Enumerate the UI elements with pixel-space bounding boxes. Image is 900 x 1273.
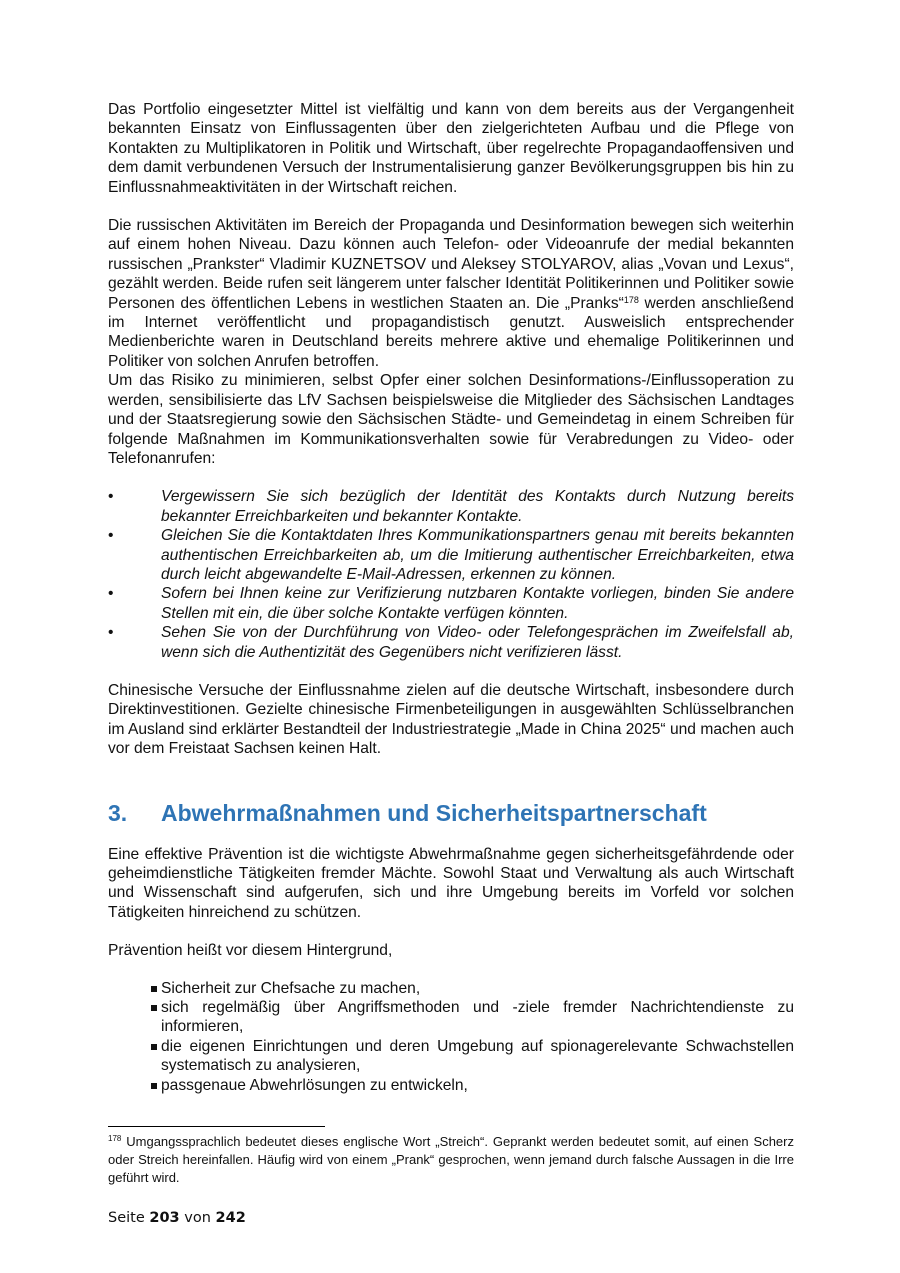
total-pages: 242 [215, 1210, 246, 1226]
footnote-number: 178 [108, 1134, 122, 1143]
bullet-symbol: • [108, 585, 114, 603]
prevention-list [108, 979, 794, 1095]
square-bullet-icon [151, 986, 157, 992]
paragraph-russian-activities [108, 216, 794, 371]
paragraph-risk: Um das Risiko zu minimieren, selbst Opfer einer solchen Desinformations-/Einflussoperation zu werden, sensibilisierte das LfV Sachsen beispielsweise die Mitglieder des Sächsischen Landtages und der Staatsregierung sowie den Sächsischen Städte- und Gemeindetag in einem Schreiben für folgende Maßnahmen im Kommunikationsverhalten sowie für Verabredungen zu Video- oder Telefonanrufen: [108, 372, 794, 467]
section-heading [108, 799, 794, 827]
list-item: • Gleichen Sie die Kontaktdaten Ihres Kommunikationspartners genau mit bereits bekannten authentischen Erreichbarkeiten ab, um die Imitierung authentischer Erreichbarkeiten, etwa durch leicht abgewandelte E-Mail-Adressen, erkennen zu können. [108, 527, 794, 583]
square-bullet-icon [151, 1044, 157, 1050]
footnote-reference: 178 [623, 294, 639, 305]
page-body [108, 100, 794, 1095]
list-item: • Vergewissern Sie sich bezüglich der Identität des Kontakts durch Nutzung bereits bekannter Erreichbarkeiten und bekannter Kontakte. [108, 488, 794, 525]
list-item: die eigenen Einrichtungen und deren Umgebung auf spionagerelevante Schwachstellen systematisch zu analysieren, [108, 1037, 794, 1076]
paragraph-prevention-intro: Prävention heißt vor diesem Hintergrund, [108, 942, 393, 960]
list-item: sich regelmäßig über Angriffsmethoden und -ziele fremder Nachrichtendienste zu informieren, [108, 998, 794, 1037]
bullet-symbol: • [108, 488, 114, 506]
paragraph-russian-text-1: Die russischen Aktivitäten im Bereich der Propaganda und Desinformation bewegen sich weiterhin auf einem hohen Niveau. Dazu können auch Telefon- oder Videoanrufe der medial bekannten russischen „Prankster“ Vladimir KUZNETSOV und Aleksey STOLYAROV, alias „Vovan und Lexus“, gezählt werden. Beide rufen seit längerem unter falscher Identität Politikerinnen und Politiker sowie Personen des öffentlichen Lebens in westlichen Staaten an. Die „Pranks“ [108, 217, 794, 312]
square-bullet-icon [151, 1005, 157, 1011]
square-bullet-icon [151, 1083, 157, 1089]
paragraph-portfolio: Das Portfolio eingesetzter Mittel ist vielfältig und kann von dem bereits aus der Vergangenheit bekannten Einsatz von Einflussagenten über den zielgerichteten Aufbau und die Pflege von Kontakten zu Multiplikatoren in Politik und Wirtschaft, über regelrechte Propagandaoffensiven und dem damit verbundenen Versuch der Instrumentalisierung ganzer Bevölkerungsgruppen bis hin zu Einflussnahmeaktivitäten in der Wirtschaft reichen. [108, 101, 794, 196]
footnote-divider [108, 1126, 325, 1127]
list-item: • Sofern bei Ihnen keine zur Verifizierung nutzbaren Kontakte vorliegen, binden Sie andere Stellen mit ein, die über solche Kontakte verfügen könnten. [108, 585, 794, 622]
page-number: Seite 203 von 242 [108, 1210, 246, 1226]
paragraph-chinese-influence: Chinesische Versuche der Einflussnahme zielen auf die deutsche Wirtschaft, insbesondere durch Direktinvestitionen. Gezielte chinesische Firmenbeteiligungen in ausgewählten Schlüsselbranchen im Ausland sind erklärter Bestandteil der Industriestrategie „Made in China 2025“ und machen auch vor dem Freistaat Sachsen keinen Halt. [108, 681, 794, 758]
section-title: Abwehrmaßnahmen und Sicherheitspartnerschaft [161, 799, 707, 826]
bullet-symbol: • [108, 624, 114, 642]
section-number: 3. [108, 799, 128, 826]
bullet-symbol: • [108, 527, 114, 545]
list-item: Sicherheit zur Chefsache zu machen, [108, 979, 794, 998]
footnote [108, 1133, 794, 1187]
list-item: passgenaue Abwehrlösungen zu entwickeln, [108, 1076, 794, 1095]
paragraph-prevention: Eine effektive Prävention ist die wichtigste Abwehrmaßnahme gegen sicherheitsgefährdende oder geheimdienstliche Tätigkeiten fremder Mächte. Sowohl Staat und Verwaltung als auch Wirtschaft und Wissenschaft sind aufgerufen, sich und ihre Umgebung bereits im Vorfeld vor solchen Tätigkeiten hinreichend zu schützen. [108, 845, 794, 921]
measures-list [108, 487, 794, 662]
footnote-text: Umgangssprachlich bedeutet dieses englische Wort „Streich“. Geprankt werden bedeutet somit, auf einen Scherz oder Streich hereinfallen. Häufig wird von einem „Prank“ gesprochen, wenn jemand durch falsche Aussagen in die Irre geführt wird. [108, 1134, 794, 1185]
list-item: • Sehen Sie von der Durchführung von Video- oder Telefongesprächen im Zweifelsfall ab, wenn sich die Authentizität des Gegenübers nicht verifizieren lässt. [108, 624, 794, 661]
paragraph-russian-text-2: werden anschließend im Internet veröffentlicht und propagandistisch genutzt. Ausweislich entsprechender Medienberichte waren in Deutschland bereits mehrere aktive und ehemalige Politikerinnen und Politiker von solchen Anrufen betroffen. [108, 294, 794, 370]
current-page: 203 [149, 1210, 180, 1226]
